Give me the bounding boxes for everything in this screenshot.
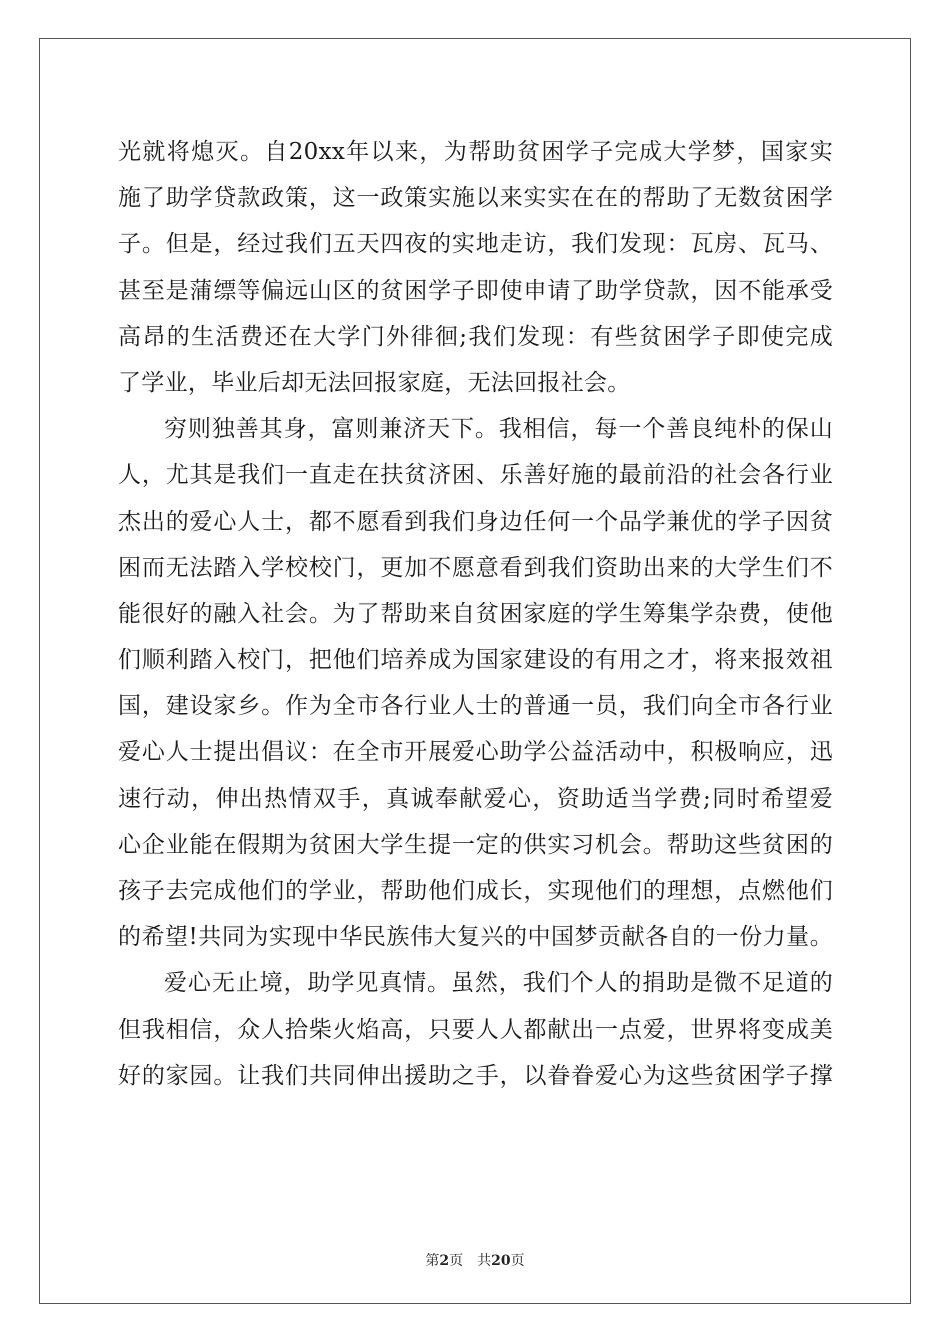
- paragraph-1-line-4: 甚至是蒲缥等偏远山区的贫困学子即使申请了助学贷款，因不能承受: [118, 277, 833, 304]
- current-page-number: 2: [439, 1253, 450, 1269]
- paragraph-1-line-2: 施了助学贷款政策，这一政策实施以来实实在在的帮助了无数贫困学: [118, 185, 833, 212]
- paragraph-2-line-4: 困而无法踏入学校校门，更加不愿意看到我们资助出来的大学生们不: [118, 554, 833, 581]
- total-suffix: 页: [510, 1253, 525, 1269]
- paragraph-1-line-3: 子。但是，经过我们五天四夜的实地走访，我们发现：瓦房、瓦马、: [118, 231, 833, 258]
- paragraph-2-line-3: 杰出的爱心人士，都不愿看到我们身边任何一个品学兼优的学子因贫: [118, 508, 833, 535]
- paragraph-2-line-10: 心企业能在假期为贫困大学生提一定的供实习机会。帮助这些贫困的: [118, 831, 833, 858]
- page-prefix: 第: [425, 1253, 440, 1269]
- paragraph-2-line-7: 国，建设家乡。作为全市各行业人士的普通一员，我们向全市各行业: [118, 693, 833, 720]
- paragraph-1-line-5: 高昂的生活费还在大学门外徘徊;我们发现：有些贫困学子即使完成: [118, 323, 833, 350]
- total-page-count: 20: [491, 1253, 511, 1269]
- total-prefix: 共: [477, 1253, 492, 1269]
- paragraph-2-line-11: 孩子去完成他们的学业，帮助他们成长，实现他们的理想，点燃他们: [118, 878, 833, 904]
- page-suffix: 页: [449, 1253, 464, 1269]
- paragraph-2-line-5: 能很好的融入社会。为了帮助来自贫困家庭的学生筹集学杂费，使他: [118, 600, 833, 627]
- document-body: [118, 129, 833, 1099]
- paragraph-1-line-1: 光就将熄灭。自20xx年以来，为帮助贫困学子完成大学梦，国家实: [118, 139, 833, 165]
- paragraph-2-line-1: 穷则独善其身，富则兼济天下。我相信，每一个善良纯朴的保山: [164, 416, 833, 443]
- paragraph-3-line-3: 好的家园。让我们共同伸出援助之手，以眷眷爱心为这些贫困学子撑: [118, 1062, 833, 1089]
- paragraph-3-line-1: 爱心无止境，助学见真情。虽然，我们个人的捐助是微不足道的: [164, 970, 833, 997]
- page-footer: [0, 1250, 950, 1270]
- paragraph-2-line-2: 人，尤其是我们一直走在扶贫济困、乐善好施的最前沿的社会各行业: [118, 462, 833, 489]
- paragraph-3-line-2: 但我相信，众人拾柴火焰高，只要人人都献出一点爱，世界将变成美: [118, 1016, 833, 1043]
- paragraph-2-line-12: 的希望!共同为实现中华民族伟大复兴的中国梦贡献各自的一份力量。: [118, 924, 833, 951]
- paragraph-2-line-9: 速行动，伸出热情双手，真诚奉献爱心，资助适当学费;同时希望爱: [118, 785, 833, 812]
- paragraph-2-line-8: 爱心人士提出倡议：在全市开展爱心助学公益活动中，积极响应，迅: [118, 739, 833, 766]
- paragraph-2-line-6: 们顺利踏入校门，把他们培养成为国家建设的有用之才，将来报效祖: [118, 647, 833, 674]
- paragraph-1-line-6: 了学业，毕业后却无法回报家庭，无法回报社会。: [118, 369, 631, 396]
